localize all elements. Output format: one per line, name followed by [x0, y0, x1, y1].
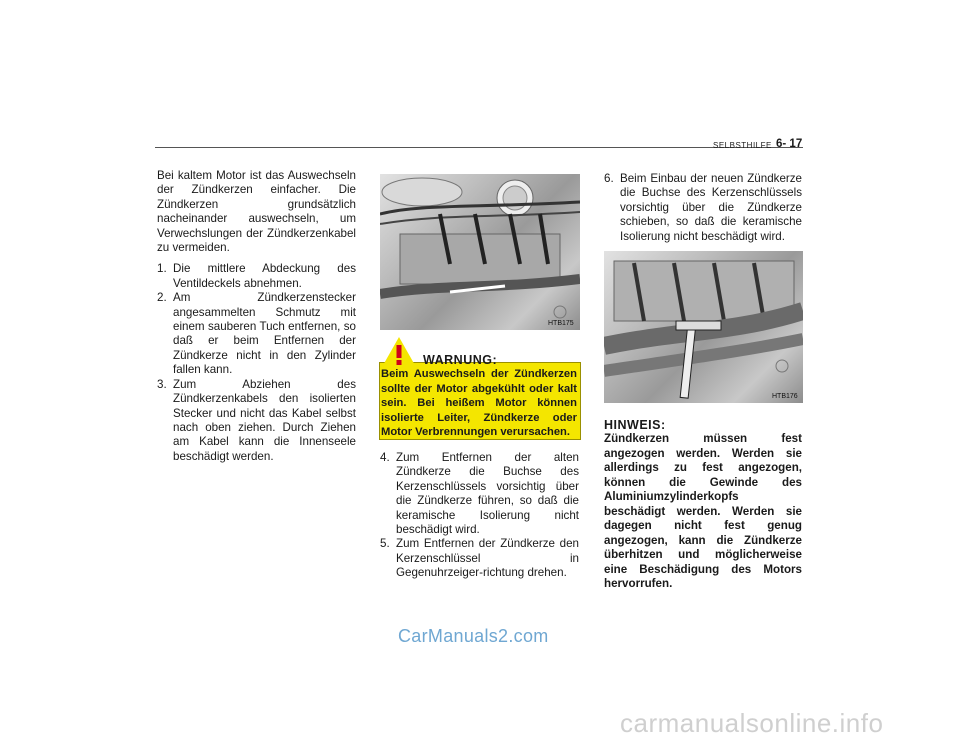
intro-paragraph: Bei kaltem Motor ist das Auswechseln der Zündkerzen einfacher. Die Zündkerzen grundsätzlich nacheinander auswechseln, um Verwechslungen der Zündkerzenkabel zu vermeiden. — [157, 169, 356, 255]
step-number: 3. — [157, 377, 167, 391]
section-title: SELBSTHILFE — [713, 141, 772, 150]
step-text: Zum Entfernen der Zündkerze den Kerzenschlüssel in Gegenuhrzeiger-richtung drehen. — [396, 537, 579, 580]
watermark-carmanualsonline[interactable]: carmanualsonline.info — [620, 708, 884, 738]
photo-code: HTB175 — [548, 320, 574, 327]
list-item — [157, 262, 356, 291]
step-number: 5. — [380, 537, 390, 551]
page-number: 6- 17 — [776, 138, 803, 150]
list-item — [604, 172, 802, 244]
list-item — [380, 451, 579, 537]
watermark-carmanuals2[interactable]: CarManuals2.com — [398, 626, 549, 646]
step-number: 6. — [604, 172, 614, 185]
warning-text: Beim Auswechseln der Zündkerzen sollte der Motor abgekühlt oder kalt sein. Bei heißem Motor können isolierte Leiter, Zündkerze oder Motor Verbrennungen verursachen. — [381, 368, 577, 438]
step-number: 4. — [380, 451, 390, 464]
left-column — [157, 169, 356, 464]
list-item — [157, 291, 356, 377]
middle-steps — [380, 451, 579, 581]
engine-illustration — [380, 174, 580, 330]
exclamation-icon — [380, 335, 418, 369]
step-text: Die mittlere Abdeckung des Ventildeckels abnehmen. — [173, 262, 356, 290]
note-text: Zündkerzen müssen fest angezogen werden. Werden sie allerdings zu fest angezogen, können die Gewinde des Aluminiumzylinderkopfs beschädigt werden. Werden sie dagegen nicht fest genug angezogen, kann die Zündkerze überhitzen und möglicherweise eine Beschädigung des Motors hervorrufen. — [604, 432, 802, 590]
list-item — [380, 537, 579, 580]
step-list-left — [157, 262, 356, 464]
step-number: 2. — [157, 291, 167, 305]
note-title: HINWEIS: — [604, 418, 666, 432]
header-rule — [155, 147, 803, 148]
engine-photo-htb176 — [604, 251, 803, 403]
step-text: Zum Abziehen des Zündkerzenkabels den isolierten Stecker und nicht das Kabel selbst nach oben ziehen. Durch Ziehen am Kabel kann die Innenseele beschädigt werden. — [173, 377, 356, 463]
step-list-right — [604, 172, 802, 244]
step-text: Beim Einbau der neuen Zündkerze die Buchse des Kerzenschlüssels vorsichtig über die Zündkerze schieben, so daß die keramische Isolierung nicht beschädigt wird. — [620, 172, 802, 243]
engine-photo-htb175 — [380, 174, 580, 330]
step-number: 1. — [157, 262, 167, 276]
step-text: Zum Entfernen der alten Zündkerze die Buchse des Kerzenschlüssels vorsichtig über die Zündkerze führen, so daß die keramische Isolierung nicht beschädigt wird. — [396, 451, 579, 537]
step-text: Am Zündkerzenstecker angesammelten Schmutz mit einem sauberen Tuch entfernen, so daß er beim Entfernen der Zündkerze nicht in den Zylinder fallen kann. — [173, 291, 356, 377]
list-item — [157, 378, 356, 464]
right-steps — [604, 172, 802, 244]
photo-code: HTB176 — [772, 393, 798, 400]
step-list-middle — [380, 451, 579, 581]
warning-title: WARNUNG: — [423, 353, 498, 367]
spark-plug-wrench-illustration — [604, 251, 803, 403]
